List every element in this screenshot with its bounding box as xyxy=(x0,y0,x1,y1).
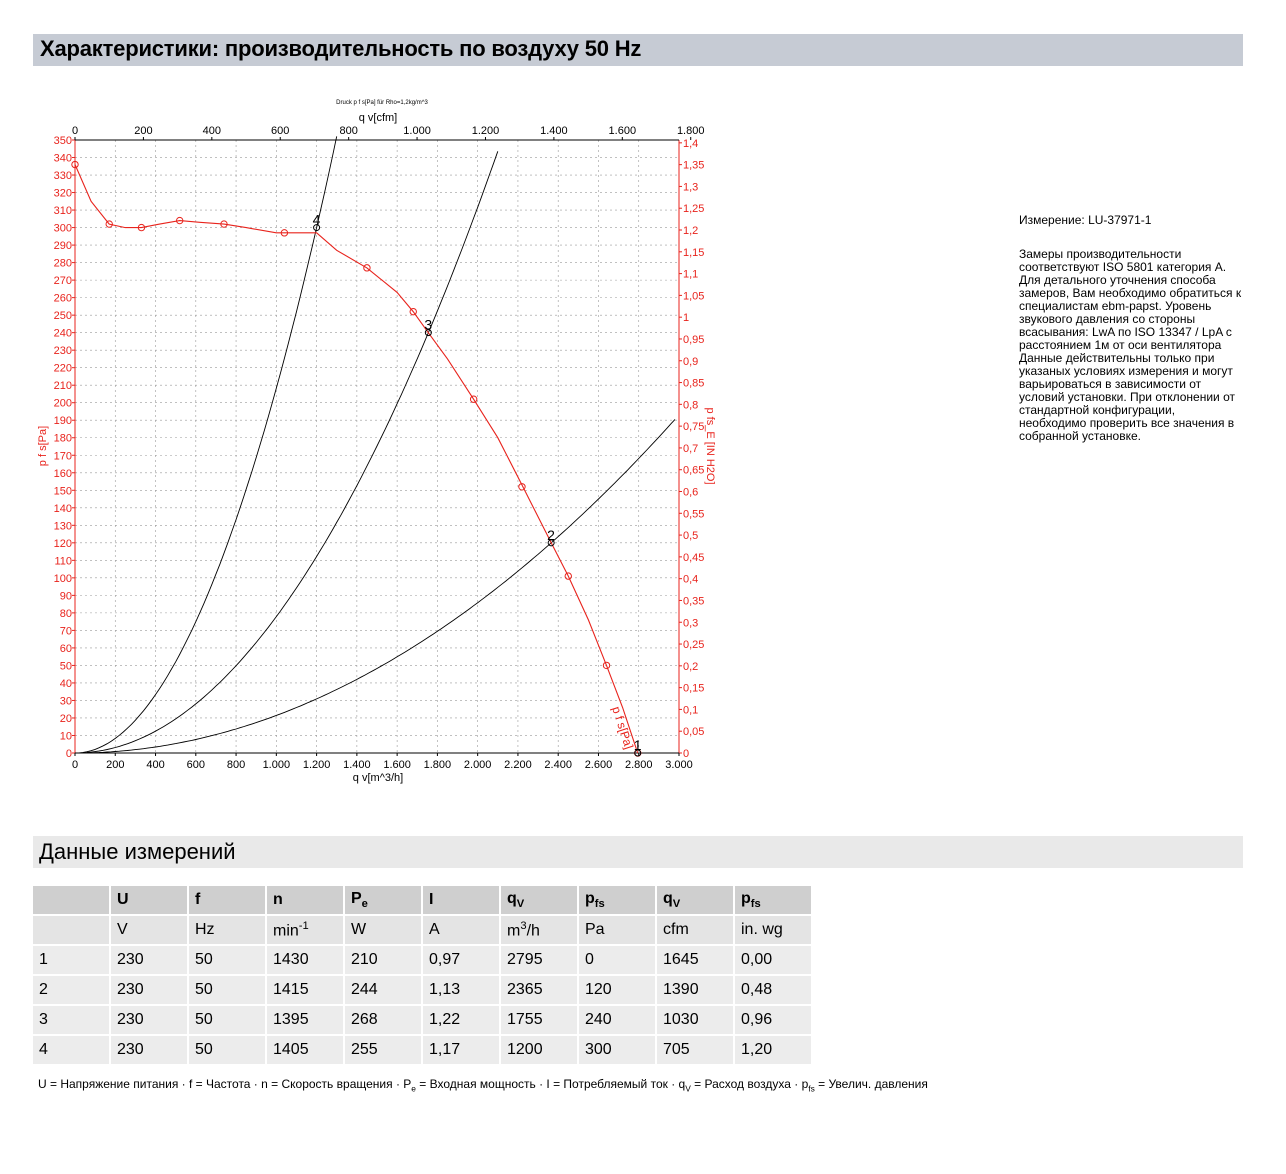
y-axis-label: p f s[Pa] xyxy=(37,425,49,467)
y-tick-label: 240 xyxy=(53,327,72,340)
table-cell: 3 xyxy=(33,1006,111,1036)
table-cell: 4 xyxy=(33,1036,111,1066)
table-cell: 2 xyxy=(33,976,111,1006)
unit-cell: $\min^{-1}$ xyxy=(267,916,345,946)
table-cell: 210 xyxy=(345,946,423,976)
table-row xyxy=(33,1006,813,1036)
table-cell: 0,96 xyxy=(735,1006,813,1036)
y2-tick-label: 0,15 xyxy=(683,682,705,695)
x-tick-label: 200 xyxy=(106,759,125,771)
x2-tick-label: 600 xyxy=(271,125,290,137)
header-cell: $p_{fs}$ xyxy=(735,886,813,916)
header-cell xyxy=(33,886,111,916)
x-tick-label: 2.200 xyxy=(504,759,532,771)
system-curve-1 xyxy=(75,136,337,753)
table-cell: 0 xyxy=(579,946,657,976)
x2-tick-label: 200 xyxy=(134,125,153,137)
y2-tick-label: 0,75 xyxy=(683,421,705,434)
fan-curve xyxy=(75,165,638,754)
y2-tick-label: 0,05 xyxy=(683,726,705,739)
chart-caption: Druck p f s[Pa] für Rho=1,2kg/m^3 xyxy=(336,100,428,106)
y-tick-label: 40 xyxy=(59,677,72,690)
x-tick-label: 1.800 xyxy=(423,759,452,771)
y-tick-label: 120 xyxy=(53,537,72,550)
y-tick-label: 30 xyxy=(59,695,72,708)
table-cell: 1405 xyxy=(267,1036,345,1066)
y-tick-label: 250 xyxy=(53,310,72,323)
table-cell: 1415 xyxy=(267,976,345,1006)
x-tick-label: 1.600 xyxy=(383,759,411,771)
measurement-notes xyxy=(1019,214,1244,443)
x-tick-label: 2.600 xyxy=(584,759,613,771)
x2-tick-label: 1.800 xyxy=(676,125,705,137)
header-cell: $q_V$ xyxy=(657,886,735,916)
y2-axis-label: p fs_E [IN H2O] xyxy=(704,407,716,485)
y-tick-label: 290 xyxy=(53,240,72,253)
x-tick-label: 2.400 xyxy=(544,759,572,771)
table-cell: 1 xyxy=(33,946,111,976)
unit-cell: A xyxy=(423,916,501,946)
data-section-bar xyxy=(33,836,1243,868)
x2-tick-label: 800 xyxy=(339,125,358,137)
table-cell: 300 xyxy=(579,1036,657,1066)
y-tick-label: 190 xyxy=(53,415,72,428)
y-tick-label: 80 xyxy=(59,607,72,620)
table-cell: 0,48 xyxy=(735,976,813,1006)
table-cell: 1645 xyxy=(657,946,735,976)
table-cell: 50 xyxy=(189,946,267,976)
unit-cell: Hz xyxy=(189,916,267,946)
table-cell: 230 xyxy=(111,976,189,1006)
table-cell: 120 xyxy=(579,976,657,1006)
table-cell: 1200 xyxy=(501,1036,579,1066)
y-tick-label: 280 xyxy=(53,257,72,270)
header-cell: $P_e$ xyxy=(345,886,423,916)
y-tick-label: 310 xyxy=(53,205,72,218)
y-tick-label: 260 xyxy=(53,292,72,305)
y2-tick-label: 0,95 xyxy=(683,333,705,346)
table-legend: U = Напряжение питания · f = Частота · n = Скорость вращения · $P_e$ = Входная мощность · I = Потребляемый ток · $q_V$ = Расход воздуха · $p_{fs}$ = Увелич. давления xyxy=(38,1077,928,1094)
y2-tick-label: 1,1 xyxy=(683,268,699,281)
x-tick-label: 2.000 xyxy=(463,759,492,771)
system-curve-3 xyxy=(75,419,675,753)
x-axis-label: q v[m^3/h] xyxy=(352,772,404,784)
y2-tick-label: 1 xyxy=(683,312,690,325)
measurement-description: Замеры производительности соответствуют ISO 5801 категория A. Для детального уточнения способа замеров, Вам необходимо обратиться к специалистам ebm-papst. Уровень звукового давления со стороны всасывания: LwA по ISO 13347 / LpA с расстоянием 1м от оси вентилятора Данные действительны только при указаных условиях измерения и могут варьироваться в зависимости от условий установки. При отклонении от стандартной конфигурации, необходимо проверить все значения в собранной установке. xyxy=(1019,247,1242,443)
y-tick-label: 330 xyxy=(53,170,72,183)
x-tick-label: 0 xyxy=(71,759,79,771)
y-tick-label: 0 xyxy=(65,748,72,760)
y-tick-label: 170 xyxy=(53,450,72,463)
unit-cell: in. wg xyxy=(735,916,813,946)
y-tick-label: 130 xyxy=(53,520,72,533)
unit-cell: cfm xyxy=(657,916,735,946)
table-cell: 1,22 xyxy=(423,1006,501,1036)
y-tick-label: 50 xyxy=(59,660,72,673)
y2-tick-label: 0,8 xyxy=(683,399,699,412)
y2-tick-label: 0 xyxy=(683,748,690,760)
table-cell: 1755 xyxy=(501,1006,579,1036)
header-cell: $p_{fs}$ xyxy=(579,886,657,916)
y2-tick-label: 1,05 xyxy=(683,290,705,303)
y2-tick-label: 1,4 xyxy=(683,137,699,150)
x2-tick-label: 1.400 xyxy=(540,125,568,137)
y-tick-label: 220 xyxy=(53,362,72,375)
header-cell: U xyxy=(111,886,189,916)
fan-curve-label: p f s[Pa] xyxy=(609,704,637,751)
table-cell: 50 xyxy=(189,1006,267,1036)
x2-tick-label: 400 xyxy=(202,125,222,137)
table-cell: 268 xyxy=(345,1006,423,1036)
y-tick-label: 180 xyxy=(53,432,72,445)
y2-tick-label: 0,65 xyxy=(683,464,705,477)
table-cell: 1,20 xyxy=(735,1036,813,1066)
y-tick-label: 300 xyxy=(53,222,72,235)
y-tick-label: 320 xyxy=(53,187,72,200)
table-cell: 1030 xyxy=(657,1006,735,1036)
y2-tick-label: 0,35 xyxy=(683,595,705,608)
y2-tick-label: 0,3 xyxy=(683,617,699,630)
table-cell: 230 xyxy=(111,1006,189,1036)
y2-tick-label: 0,4 xyxy=(683,573,699,586)
y2-tick-label: 0,7 xyxy=(683,442,699,455)
y-tick-label: 100 xyxy=(53,572,72,585)
header-cell: n xyxy=(267,886,345,916)
x2-tick-label: 0 xyxy=(71,125,79,137)
y-tick-label: 340 xyxy=(53,152,72,165)
table-cell: 230 xyxy=(111,946,189,976)
y2-tick-label: 0,6 xyxy=(683,486,699,499)
unit-cell: V xyxy=(111,916,189,946)
table-cell: 1,13 xyxy=(423,976,501,1006)
table-cell: 50 xyxy=(189,1036,267,1066)
y2-tick-label: 1,25 xyxy=(683,203,705,216)
y2-tick-label: 0,55 xyxy=(683,508,705,521)
y2-tick-label: 0,45 xyxy=(683,551,705,564)
x-tick-label: 3.000 xyxy=(665,759,693,771)
x-tick-label: 1.400 xyxy=(343,759,371,771)
x2-tick-label: 1.000 xyxy=(403,125,431,137)
table-header-row xyxy=(33,886,813,916)
operating-point-label: 2 xyxy=(547,526,555,543)
y2-tick-label: 1,2 xyxy=(683,225,699,238)
table-cell: 1430 xyxy=(267,946,345,976)
y-tick-label: 20 xyxy=(59,712,72,725)
table-cell: 230 xyxy=(111,1036,189,1066)
page-title: Характеристики: производительность по воздуху 50 Hz xyxy=(40,36,642,61)
table-row xyxy=(33,976,813,1006)
operating-point-label: 4 xyxy=(312,211,321,228)
y2-tick-label: 0,5 xyxy=(683,530,699,543)
table-cell: 705 xyxy=(657,1036,735,1066)
y2-tick-label: 0,2 xyxy=(683,660,699,673)
y-tick-label: 350 xyxy=(53,135,72,147)
table-cell: 240 xyxy=(579,1006,657,1036)
unit-cell: $m^3/h$ xyxy=(501,916,579,946)
x-tick-label: 1.200 xyxy=(302,759,331,771)
table-units-row xyxy=(33,916,813,946)
x2-axis-label: q v[cfm] xyxy=(358,112,398,124)
y2-tick-label: 1,3 xyxy=(683,181,699,194)
x-tick-label: 2.800 xyxy=(624,759,653,771)
x-tick-label: 600 xyxy=(186,759,205,771)
y-tick-label: 60 xyxy=(59,642,72,655)
system-curve-2 xyxy=(75,151,498,753)
header-cell: f xyxy=(189,886,267,916)
table-cell: 244 xyxy=(345,976,423,1006)
x2-tick-label: 1.600 xyxy=(608,125,637,137)
y-tick-label: 160 xyxy=(53,467,72,480)
y2-tick-label: 0,9 xyxy=(683,355,699,368)
operating-point-label: 3 xyxy=(424,316,433,333)
header-cell: $q_V$ xyxy=(501,886,579,916)
y-tick-label: 70 xyxy=(59,625,72,638)
x-tick-label: 800 xyxy=(226,759,246,771)
y-tick-label: 200 xyxy=(53,397,72,410)
measurement-id: Измерение: LU-37971-1 xyxy=(1019,213,1152,227)
y-tick-label: 210 xyxy=(53,380,72,393)
header-cell: I xyxy=(423,886,501,916)
x2-tick-label: 1.200 xyxy=(471,125,500,137)
table-cell: 1395 xyxy=(267,1006,345,1036)
unit-cell: W xyxy=(345,916,423,946)
y2-tick-label: 1,15 xyxy=(683,246,705,259)
unit-cell xyxy=(33,916,111,946)
y-tick-label: 150 xyxy=(53,485,72,498)
x-tick-label: 1.000 xyxy=(262,759,291,771)
table-cell: 0,97 xyxy=(423,946,501,976)
y-tick-label: 230 xyxy=(53,345,72,358)
y-tick-label: 270 xyxy=(53,275,72,288)
table-cell: 2365 xyxy=(501,976,579,1006)
unit-cell: Pa xyxy=(579,916,657,946)
y2-tick-label: 0,25 xyxy=(683,639,705,652)
data-section-title: Данные измерений xyxy=(39,839,236,864)
y-tick-label: 140 xyxy=(53,502,72,515)
y-tick-label: 110 xyxy=(54,555,72,568)
table-row xyxy=(33,1036,813,1066)
table-cell: 0,00 xyxy=(735,946,813,976)
y-tick-label: 10 xyxy=(59,730,72,743)
table-cell: 1390 xyxy=(657,976,735,1006)
y2-tick-label: 0,1 xyxy=(683,704,699,717)
y2-tick-label: 1,35 xyxy=(683,159,705,172)
table-cell: 50 xyxy=(189,976,267,1006)
table-cell: 2795 xyxy=(501,946,579,976)
measurement-table xyxy=(33,886,813,1066)
table-cell: 255 xyxy=(345,1036,423,1066)
y-tick-label: 90 xyxy=(59,590,72,603)
y2-tick-label: 0,85 xyxy=(683,377,705,390)
operating-point-label: 1 xyxy=(633,737,642,753)
table-cell: 1,17 xyxy=(423,1036,501,1066)
table-row xyxy=(33,946,813,976)
x-tick-label: 400 xyxy=(146,759,165,771)
